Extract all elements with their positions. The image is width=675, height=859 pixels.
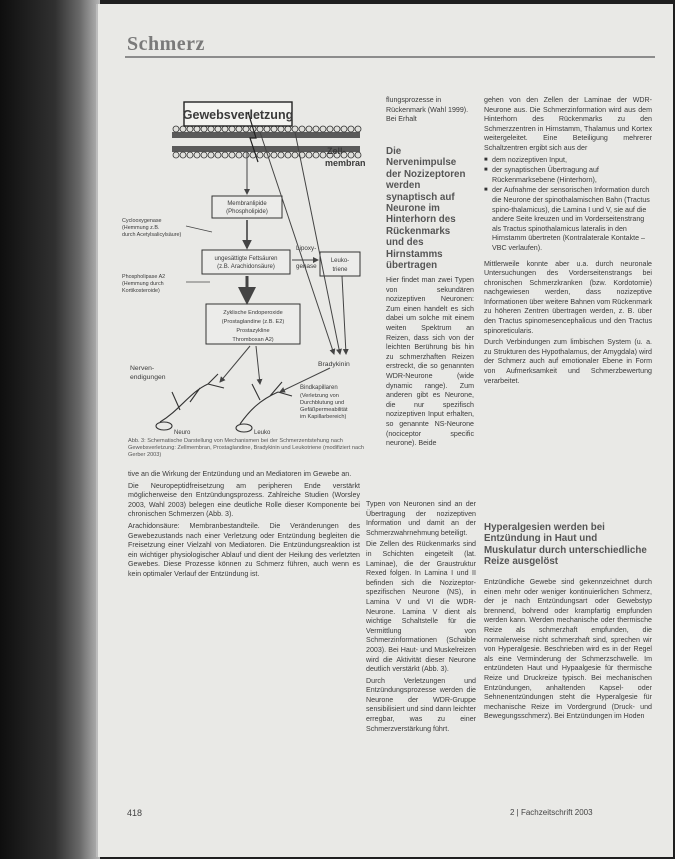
cyclooxygenase-label-3: durch Acetylsalicylsäure) bbox=[122, 232, 182, 238]
lipid-head bbox=[201, 126, 207, 132]
lipid-head bbox=[222, 126, 228, 132]
left-para-3: Arachidonsäure: Membranbestandteile. Die Veränderungen des Gewebezustands nach einer Verletzung oder Entzündung begleiten die Freisetzung einer Vielzahl von Mediatoren. Die Entzündungsreaktion ist ein wichtiger physiologischer Ablauf und dient der Heilung des verletzten Gewebes. Diese Prozesse können zu Schmerz führen, auch wenn es kein optimaler Verlauf der Entzündung ist. bbox=[128, 521, 360, 578]
mid-para-1: Typen von Neuronen sind an der Übertragung der nozizeptiven Information und damit an der Schmerzwahrnehmung beteiligt. bbox=[366, 500, 476, 537]
right-para-1: Mittlerweile konnte aber u.a. durch neuronale Untersuchungen des Vorderseitenstrangs bei chronischen Schmerzkranken (bzw. Kordotomie) nachgewiesen werden, dass nozizeptive Informationen über weitere Bahnen vom Rückenmark zu höheren Zentren übertragen werden, z. B. über den Tractus spinomesencephalicus und den Tractus spinoreticularis. bbox=[484, 259, 652, 335]
phospholipase-label-1: Phospholipase A2 bbox=[122, 274, 166, 280]
lipid-head bbox=[271, 152, 277, 158]
capillary-label-4: Gefäßpermeabilität bbox=[300, 407, 348, 413]
cyclooxygenase-label-1: Cyclooxygenase bbox=[122, 218, 162, 224]
mid-para-3: Durch Verletzungen und Entzündungsprozesse werden die Neurone der WDR-Gruppe sensibilisiert und sind dann leichter erregbar, was zu einer Schmerzverstärkung führt. bbox=[366, 676, 477, 733]
lipid-head bbox=[201, 152, 207, 158]
endoperoxide-text-3: Prostazykline bbox=[236, 328, 270, 334]
lipid-head bbox=[292, 126, 298, 132]
phospholipase-label-2: (Hemmung durch bbox=[122, 281, 164, 287]
cyclooxygenase-label-2: (Hemmung z.B. bbox=[122, 225, 160, 231]
lipid-head bbox=[180, 126, 186, 132]
bullet-item: ■ der synaptischen Übertragung auf Rückenmarksebene (Hinterhorn), bbox=[484, 166, 652, 185]
figure-title: Gewebsverletzung bbox=[182, 108, 294, 122]
middle-col-heading: Die Nervenimpulse der Nozizeptoren werden synaptisch auf Neurone im Hinterhorn des Rückenmarks und des Hirnstamms übertragen bbox=[386, 146, 466, 272]
endoperoxide-text-1: Zyklische Endoperoxide bbox=[223, 310, 283, 316]
right-col-bottom: Entzündliche Gewebe sind gekennzeichnet durch einen mehr oder weniger kontinuierlichen Schmerz, der je nach Entzündungsart oder Gewebstyp brennend, bohrend oder krampfartig empfunden werden kann. Werden mechanische oder thermische Reize als schmerzhaft empfunden, die normalerweise nicht schmerzhaft sind, sprechen wir von Hyperalgesie. Beschrieben wird es in der Regel als eine Verminderung der Schmerzschwelle. Im entzündeten Haut und Hypaalgesie für thermische Reize und Druckreize typisch. Bei mechanischen Entzündungen, anhaltenden Kapsel- oder Sehnenentzündungen steht die Hyperalgesie für mechanische Reize im Vordergrund (Druck- und Bewegungsschmerz). Bei Entzündungen im Hoden bbox=[484, 578, 652, 721]
right-bullet-list bbox=[484, 156, 652, 254]
left-para-2: Die Neuropeptidfreisetzung am peripheren Ende verstärkt möglicherweise den Entzündungsprozess. Zahlreiche Studien (Worsley 2003, Wahl 2003) belegen eine deutliche Rolle dieser Komponente bei chronischen Schmerzen (Abb. 3). bbox=[128, 481, 360, 519]
membrane-label-2: membran bbox=[325, 158, 366, 168]
lipid-head bbox=[285, 126, 291, 132]
lipid-head bbox=[208, 126, 214, 132]
leukotrienes-text-2: triene bbox=[332, 267, 348, 273]
endoperoxide-text-2: (Prostaglandine (z.B. E2) bbox=[221, 319, 285, 325]
lipid-head bbox=[313, 152, 319, 158]
figure-caption: Abb. 3: Schematische Darstellung von Mechanismen bei der Schmerzentstehung nach Gewebsverletzung: Zellmembran, Prostaglandine, Bradykinin und Leukotriene (modifiziert nach Gerber 2003) bbox=[128, 438, 364, 458]
right-intro: gehen von den Zellen der Laminae der WDR-Neurone aus. Die Schmerzinformation wird aus dem Hinterhorn des Rückenmarks zu den Schmerzzentren in Hirnstamm, Thalamus und Kortex weitergeleitet. Eine Beteiligung mehrerer Schaltzentren ergibt sich aus der bbox=[484, 96, 652, 152]
right-col-heading: Hyperalgesien werden bei Entzündung in Haut und Muskulatur durch unterschiedliche Reize ausgelöst bbox=[484, 522, 647, 568]
lipid-head bbox=[313, 126, 319, 132]
endoperoxide-text-4: Thromboxan A2) bbox=[232, 337, 274, 343]
lipid-head bbox=[257, 126, 263, 132]
lipid-head bbox=[215, 126, 221, 132]
right-col-top bbox=[484, 96, 652, 388]
bradykinin-label: Bradykinin bbox=[318, 361, 350, 368]
lipid-head bbox=[194, 152, 200, 158]
lipoxygenase-text-1: Lipoxy- bbox=[296, 245, 317, 252]
membrane-label-1: Zell- bbox=[327, 146, 346, 156]
left-col-bottom bbox=[128, 470, 360, 582]
fatty-acids-box bbox=[202, 250, 290, 274]
footer-source: 2 | Fachzeitschrift 2003 bbox=[510, 808, 593, 817]
fatty-acids-text-2: (z.B. Arachidonsäure) bbox=[217, 264, 275, 270]
lipid-head bbox=[236, 152, 242, 158]
lipid-head bbox=[320, 126, 326, 132]
lipid-head bbox=[285, 152, 291, 158]
lipid-head bbox=[236, 126, 242, 132]
lipid-head bbox=[243, 126, 249, 132]
lipid-head bbox=[229, 126, 235, 132]
capillary-label-5: im Kapillarbereich) bbox=[300, 414, 347, 420]
lipid-head bbox=[257, 152, 263, 158]
page-number: 418 bbox=[127, 808, 143, 818]
bullet-item: ■ der Aufnahme der sensorischen Information durch die Neurone der spinothalamischen Bahn (Tractus spino-thalamicus), die Lamina I und V, sie auf die andere Seite kreuzen und im Vorderseitenstrang als Tractus spinothalamicus lateralis in den Hirnstamm übertreten (Kontralaterale Kontakte – VBC verlaufen). bbox=[484, 186, 652, 253]
bottom-label-2: Leuko bbox=[254, 430, 271, 436]
running-header-title: Schmerz bbox=[127, 33, 205, 55]
nerve-label-2: endigungen bbox=[130, 374, 166, 381]
capillary-label-3: Durchblutung und bbox=[300, 400, 345, 406]
lipid-head bbox=[229, 152, 235, 158]
lipid-head bbox=[292, 152, 298, 158]
capillary-label-1: Bindkapillaren bbox=[300, 385, 338, 391]
lipid-head bbox=[278, 152, 284, 158]
lipid-head bbox=[264, 126, 270, 132]
right-para-2: Durch Verbindungen zum limbischen System (u. a. zu Strukturen des Hypothalamus, der Amygdala) wird der Schmerz auch auf emotionaler Ebene in Form von Aufmerksamkeit und Schmerzbewertung verarbeitet. bbox=[484, 338, 652, 385]
middle-col-body: Hier findet man zwei Typen von sekundären nozizeptiven Neuronen: Zum einen handelt es sich dabei um solche mit einem weiten Spektrum an Reizen, dass sich von der leichten Berührung bis hin zu schmerzhaften Reizen erstreckt, die so genannten WDR-Neurone (wide dynamic range). Zum anderen gibt es Neurone, die nur spezifisch nozizeptiven Input erhalten, so genannte NS-Neurone (nociceptor specific neurone). Beide bbox=[386, 276, 474, 448]
bottom-label-1: Neuro bbox=[174, 430, 191, 436]
header-rule bbox=[125, 56, 655, 58]
lipid-head bbox=[327, 126, 333, 132]
bullet-item: ■ dem nozizeptiven Input, bbox=[484, 156, 652, 166]
lipid-head bbox=[271, 126, 277, 132]
lipid-head bbox=[215, 152, 221, 158]
lipid-head bbox=[173, 126, 179, 132]
lipid-head bbox=[306, 126, 312, 132]
lipid-head bbox=[341, 126, 347, 132]
middle-col-quote: flungsprozesse in Rückenmark (Wahl 1999). Bei Erhalt bbox=[386, 96, 469, 124]
lipid-head bbox=[222, 152, 228, 158]
lipid-head bbox=[180, 152, 186, 158]
lipid-head bbox=[173, 152, 179, 158]
lipid-head bbox=[208, 152, 214, 158]
membrane-lipids-text-1: Membranlipide bbox=[227, 201, 267, 207]
lipid-head bbox=[187, 152, 193, 158]
capillary-label-2: (Verletzung von bbox=[300, 393, 339, 399]
nerve-ending-graphic bbox=[156, 374, 292, 432]
lipid-head bbox=[194, 126, 200, 132]
middle-col-bottom bbox=[366, 500, 476, 736]
lipid-head bbox=[299, 126, 305, 132]
lipid-head bbox=[306, 152, 312, 158]
phospholipase-label-3: Kortikosteroide) bbox=[122, 288, 160, 294]
leukotrienes-text-1: Leuko- bbox=[330, 258, 350, 264]
membrane-lipids-text-2: (Phospholipide) bbox=[226, 209, 268, 215]
mid-para-2: Die Zellen des Rückenmarks sind in Schichten eingeteilt (lat. Laminae), die der Graustruktur Rexed folgen. In Lamina I und II befinden sich die Nozizeptor-spezifischen Neurone (NS), in Lamina V und VI die WDR-Neurone. Lamina V dient als wichtige Schaltstelle für die Vermittlung von Schmerzinformationen (Schaible 2003). Bei Haut- und Muskelreizen wird die Aktivität dieser Neurone deutlich verstärkt (Abb. 3). bbox=[366, 540, 476, 674]
lipid-head bbox=[355, 126, 361, 132]
book-spine-shadow bbox=[0, 0, 100, 859]
lipid-head bbox=[278, 126, 284, 132]
pain-mechanism-figure bbox=[120, 92, 370, 438]
lipid-head bbox=[187, 126, 193, 132]
nerve-label-1: Nerven- bbox=[130, 365, 155, 372]
lipid-head bbox=[348, 126, 354, 132]
left-para-1: tive an die Wirkung der Entzündung und an Mediatoren im Gewebe an. bbox=[128, 470, 352, 478]
lipid-head bbox=[243, 152, 249, 158]
lipid-head bbox=[334, 126, 340, 132]
fatty-acids-text-1: ungesättigte Fettsäuren bbox=[214, 256, 278, 262]
lipoxygenase-text-2: genase bbox=[296, 263, 317, 270]
